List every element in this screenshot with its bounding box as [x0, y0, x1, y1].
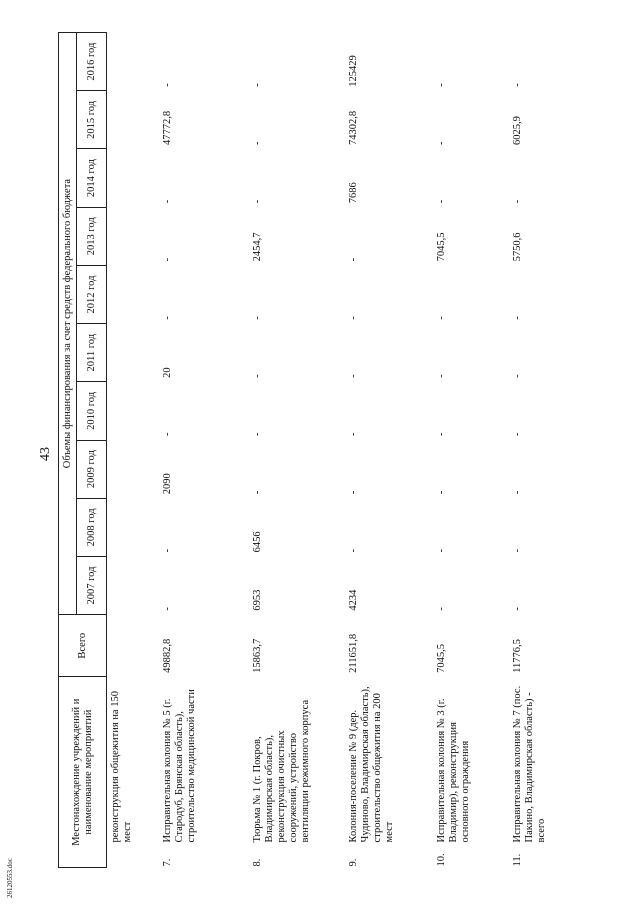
- row-value: [107, 33, 159, 91]
- row-number: 7.: [161, 858, 173, 867]
- row-value: -: [511, 432, 523, 437]
- header-year: 2012 год: [77, 265, 107, 323]
- row-total: 211651,8: [347, 633, 359, 673]
- row-name: Исправительная колония № 3 (г. Владимир), реконструкция основного ограждения: [435, 698, 471, 843]
- table-row: [159, 33, 249, 868]
- row-total: 11776,5: [511, 639, 523, 673]
- row-value: 47772,8: [161, 110, 173, 145]
- row-value: -: [161, 199, 173, 204]
- row-value: [107, 498, 159, 556]
- row-value: -: [435, 607, 447, 611]
- table-body: [107, 33, 589, 868]
- row-value: -: [251, 141, 263, 145]
- row-value: -: [251, 490, 263, 495]
- row-value: -: [511, 490, 523, 495]
- row-value: 2454,7: [251, 232, 263, 262]
- row-value: -: [251, 374, 263, 378]
- header-year: 2013 год: [77, 207, 107, 265]
- row-value: -: [511, 607, 523, 611]
- row-value: -: [435, 548, 447, 553]
- row-value: 5750,6: [511, 232, 523, 262]
- row-value: -: [161, 83, 173, 87]
- row-value: [107, 149, 159, 207]
- table-row: [433, 33, 509, 868]
- financing-table: [58, 32, 589, 868]
- table-header: [59, 33, 107, 868]
- row-value: -: [511, 316, 523, 320]
- row-number: 8.: [251, 858, 263, 867]
- row-value: -: [347, 432, 359, 437]
- row-value: -: [161, 432, 173, 437]
- header-location: Местонахождение учреждений и наименование мероприятий: [59, 677, 107, 868]
- row-number: 9.: [347, 858, 359, 867]
- row-value: -: [161, 316, 173, 320]
- header-year: 2009 год: [77, 440, 107, 498]
- row-value: -: [511, 374, 523, 378]
- header-financing-group: Объемы финансирования за счет средств федерального бюджета: [59, 33, 77, 615]
- row-value: 4234: [347, 589, 359, 611]
- row-total: 7045,5: [435, 643, 447, 673]
- row-name: реконструкция общежития на 150 мест: [110, 691, 133, 843]
- header-year: 2014 год: [77, 149, 107, 207]
- row-value: 74302,8: [347, 110, 359, 145]
- row-value: [107, 207, 159, 265]
- table-row: [249, 33, 345, 868]
- row-name: Исправительная колония № 5 (г. Стародуб, Брянская область), строительство медицинской части: [161, 689, 197, 843]
- row-value: -: [347, 490, 359, 495]
- row-value: 7686: [347, 182, 359, 204]
- row-name: Тюрьма № 1 (г. Покров, Владимирская область), реконструкция очистных сооружений, устройство вентиляции режимного корпуса: [251, 699, 311, 843]
- table-row: [345, 33, 433, 868]
- row-number: 10.: [435, 853, 447, 867]
- row-value: 6953: [251, 589, 263, 611]
- row-value: 125429: [347, 55, 359, 87]
- row-value: -: [435, 141, 447, 145]
- page-number: 43: [38, 447, 53, 461]
- row-value: 6025,9: [511, 116, 523, 145]
- header-year: 2010 год: [77, 382, 107, 440]
- rotated-page-content: [58, 32, 628, 868]
- row-value: [107, 440, 159, 498]
- header-year: 2016 год: [77, 33, 107, 91]
- row-total: 49882,8: [161, 638, 173, 673]
- row-value: -: [161, 607, 173, 611]
- row-value: -: [161, 257, 173, 262]
- row-value: -: [435, 490, 447, 495]
- row-total: 15863,7: [251, 638, 263, 673]
- row-value: -: [347, 257, 359, 262]
- row-value: -: [251, 199, 263, 204]
- row-value: 7045,5: [435, 232, 447, 262]
- row-number: 11.: [511, 853, 523, 867]
- table-row: [107, 33, 159, 868]
- row-total: [107, 615, 159, 677]
- row-value: 20: [161, 367, 173, 378]
- row-value: [107, 91, 159, 149]
- row-value: -: [435, 199, 447, 204]
- row-value: -: [347, 374, 359, 378]
- header-total: Всего: [59, 615, 107, 677]
- document-code: 26120553.doc: [6, 858, 14, 898]
- row-value: -: [435, 83, 447, 87]
- row-value: -: [435, 374, 447, 378]
- header-year: 2011 год: [77, 324, 107, 382]
- row-name: Исправительная колония № 7 (пос. Пакино, Владимирская область) - всего: [511, 685, 547, 843]
- header-year: 2008 год: [77, 498, 107, 556]
- row-value: -: [347, 548, 359, 553]
- row-value: -: [435, 432, 447, 437]
- row-value: -: [511, 199, 523, 204]
- row-value: -: [251, 432, 263, 437]
- header-year: 2007 год: [77, 556, 107, 614]
- row-value: 6456: [251, 531, 263, 553]
- row-value: -: [161, 548, 173, 553]
- row-value: -: [347, 316, 359, 320]
- header-year: 2015 год: [77, 91, 107, 149]
- row-value: -: [251, 83, 263, 87]
- row-value: 2090: [161, 473, 173, 495]
- row-number: [107, 845, 159, 867]
- row-value: -: [435, 316, 447, 320]
- row-value: [107, 324, 159, 382]
- row-value: -: [251, 316, 263, 320]
- table-row: [509, 33, 589, 868]
- row-name: Колония-поселение № 9 (дер. Чудиново, Владимирская область), строительство общежития на 200 мест: [347, 686, 395, 843]
- row-value: [107, 556, 159, 614]
- row-value: -: [511, 548, 523, 553]
- row-value: [107, 382, 159, 440]
- row-value: [107, 265, 159, 323]
- row-value: -: [511, 83, 523, 87]
